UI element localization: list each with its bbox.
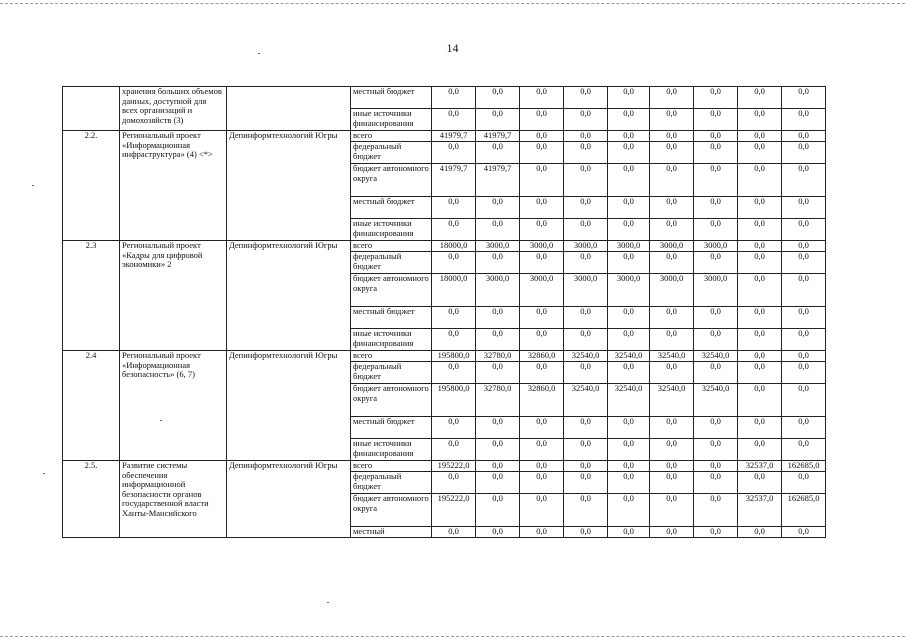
amount-cell: 32537,0	[738, 461, 782, 472]
amount-cell: 0,0	[650, 219, 694, 241]
amount-cell: 0,0	[738, 219, 782, 241]
scan-top-edge	[0, 3, 905, 4]
amount-cell: 0,0	[432, 109, 476, 131]
amount-cell: 0,0	[564, 494, 608, 527]
amount-cell: 0,0	[432, 472, 476, 494]
amount-cell: 0,0	[694, 362, 738, 384]
amount-cell: 0,0	[564, 362, 608, 384]
amount-cell: 0,0	[782, 329, 826, 351]
amount-cell: 3000,0	[564, 274, 608, 307]
amount-cell: 0,0	[782, 197, 826, 219]
item-number: 2.4	[63, 351, 120, 461]
amount-cell: 0,0	[476, 219, 520, 241]
amount-cell: 162685,0	[782, 494, 826, 527]
amount-cell: 0,0	[738, 527, 782, 538]
amount-cell: 0,0	[782, 472, 826, 494]
amount-cell: 0,0	[564, 527, 608, 538]
amount-cell: 0,0	[432, 87, 476, 109]
amount-cell: 0,0	[738, 384, 782, 417]
amount-cell: 0,0	[738, 439, 782, 461]
amount-cell: 0,0	[650, 472, 694, 494]
amount-cell: 0,0	[782, 351, 826, 362]
amount-cell: 0,0	[608, 307, 650, 329]
amount-cell: 3000,0	[520, 241, 564, 252]
amount-cell: 0,0	[520, 461, 564, 472]
amount-cell: 41979,7	[432, 131, 476, 142]
amount-cell: 0,0	[694, 197, 738, 219]
amount-cell: 0,0	[520, 142, 564, 164]
amount-cell: 0,0	[782, 109, 826, 131]
amount-cell: 41979,7	[476, 131, 520, 142]
table-row	[63, 351, 826, 362]
amount-cell: 0,0	[694, 142, 738, 164]
amount-cell: 0,0	[608, 527, 650, 538]
amount-cell: 3000,0	[564, 241, 608, 252]
amount-cell: 0,0	[520, 87, 564, 109]
amount-cell: 0,0	[520, 439, 564, 461]
amount-cell: 0,0	[650, 329, 694, 351]
amount-cell: 0,0	[608, 109, 650, 131]
amount-cell: 32540,0	[694, 351, 738, 362]
amount-cell: 162685,0	[782, 461, 826, 472]
amount-cell: 0,0	[650, 439, 694, 461]
table-row	[63, 241, 826, 252]
amount-cell: 0,0	[520, 472, 564, 494]
amount-cell: 0,0	[782, 219, 826, 241]
amount-cell: 0,0	[694, 307, 738, 329]
amount-cell: 0,0	[782, 384, 826, 417]
funding-source: бюджет автономного округа	[351, 274, 432, 307]
amount-cell: 3000,0	[694, 274, 738, 307]
amount-cell: 0,0	[738, 87, 782, 109]
amount-cell: 32540,0	[650, 384, 694, 417]
amount-cell: 0,0	[782, 362, 826, 384]
amount-cell: 0,0	[608, 197, 650, 219]
amount-cell: 0,0	[738, 142, 782, 164]
amount-cell: 0,0	[476, 472, 520, 494]
funding-source: всего	[351, 131, 432, 142]
amount-cell: 32780,0	[476, 351, 520, 362]
amount-cell: 0,0	[476, 197, 520, 219]
amount-cell: 0,0	[608, 87, 650, 109]
amount-cell: 0,0	[564, 164, 608, 197]
amount-cell: 0,0	[650, 87, 694, 109]
amount-cell: 0,0	[564, 329, 608, 351]
amount-cell: 32540,0	[564, 351, 608, 362]
amount-cell: 0,0	[738, 131, 782, 142]
amount-cell: 41979,7	[476, 164, 520, 197]
amount-cell: 0,0	[782, 164, 826, 197]
amount-cell: 0,0	[738, 164, 782, 197]
amount-cell: 0,0	[782, 142, 826, 164]
amount-cell: 32860,0	[520, 384, 564, 417]
scan-speck	[258, 53, 260, 54]
amount-cell: 32780,0	[476, 384, 520, 417]
scan-bottom-edge	[0, 636, 905, 637]
funding-source: местный бюджет	[351, 197, 432, 219]
funding-source: местный бюджет	[351, 417, 432, 439]
amount-cell: 0,0	[564, 439, 608, 461]
amount-cell: 0,0	[650, 142, 694, 164]
amount-cell: 3000,0	[694, 241, 738, 252]
amount-cell: 0,0	[694, 131, 738, 142]
amount-cell: 0,0	[608, 329, 650, 351]
table-row	[63, 131, 826, 142]
amount-cell: 0,0	[476, 527, 520, 538]
amount-cell: 0,0	[432, 219, 476, 241]
page-number: 14	[446, 41, 459, 55]
item-name: хранения больших объемов данных, доступной для всех организаций и домохозяйств (3)	[120, 87, 227, 131]
amount-cell: 0,0	[432, 527, 476, 538]
amount-cell: 0,0	[564, 472, 608, 494]
amount-cell: 195800,0	[432, 384, 476, 417]
amount-cell: 0,0	[608, 164, 650, 197]
amount-cell: 3000,0	[608, 241, 650, 252]
table-row	[63, 87, 826, 109]
amount-cell: 0,0	[520, 109, 564, 131]
amount-cell: 0,0	[782, 87, 826, 109]
amount-cell: 0,0	[650, 307, 694, 329]
amount-cell: 0,0	[564, 252, 608, 274]
amount-cell: 0,0	[608, 494, 650, 527]
amount-cell: 0,0	[476, 362, 520, 384]
amount-cell: 0,0	[476, 461, 520, 472]
amount-cell: 0,0	[432, 252, 476, 274]
item-name: Региональный проект «Кадры для цифровой экономики» 2	[120, 241, 227, 351]
amount-cell: 0,0	[782, 307, 826, 329]
item-number	[63, 87, 120, 131]
item-responsible: Депинформтехнологий Югры	[227, 351, 351, 461]
amount-cell: 0,0	[564, 307, 608, 329]
amount-cell: 0,0	[650, 164, 694, 197]
amount-cell: 0,0	[694, 252, 738, 274]
amount-cell: 0,0	[564, 417, 608, 439]
amount-cell: 0,0	[650, 461, 694, 472]
amount-cell: 32540,0	[608, 351, 650, 362]
amount-cell: 0,0	[738, 252, 782, 274]
amount-cell: 0,0	[476, 109, 520, 131]
amount-cell: 0,0	[608, 417, 650, 439]
amount-cell: 0,0	[476, 329, 520, 351]
item-name: Региональный проект «Информационная безопасность» (6, 7)	[120, 351, 227, 461]
amount-cell: 0,0	[476, 439, 520, 461]
amount-cell: 0,0	[608, 219, 650, 241]
amount-cell: 0,0	[738, 109, 782, 131]
amount-cell: 0,0	[564, 197, 608, 219]
amount-cell: 0,0	[520, 219, 564, 241]
amount-cell: 32540,0	[564, 384, 608, 417]
amount-cell: 3000,0	[520, 274, 564, 307]
funding-source: бюджет автономного округа	[351, 494, 432, 527]
amount-cell: 0,0	[608, 131, 650, 142]
amount-cell: 0,0	[432, 417, 476, 439]
funding-source: местный бюджет	[351, 307, 432, 329]
funding-source: бюджет автономного округа	[351, 164, 432, 197]
amount-cell: 0,0	[694, 164, 738, 197]
amount-cell: 0,0	[694, 439, 738, 461]
item-name: Региональный проект «Информационная инфраструктура» (4) <*>	[120, 131, 227, 241]
amount-cell: 0,0	[694, 527, 738, 538]
amount-cell: 0,0	[694, 87, 738, 109]
amount-cell: 0,0	[432, 197, 476, 219]
funding-source: иные источники финансирования	[351, 439, 432, 461]
amount-cell: 32860,0	[520, 351, 564, 362]
amount-cell: 0,0	[608, 439, 650, 461]
amount-cell: 0,0	[650, 252, 694, 274]
funding-source: всего	[351, 461, 432, 472]
amount-cell: 0,0	[520, 164, 564, 197]
funding-source: всего	[351, 351, 432, 362]
amount-cell: 0,0	[782, 252, 826, 274]
scan-speck	[32, 185, 34, 186]
amount-cell: 0,0	[738, 241, 782, 252]
amount-cell: 0,0	[564, 142, 608, 164]
funding-source: федеральный бюджет	[351, 362, 432, 384]
amount-cell: 18000,0	[432, 241, 476, 252]
amount-cell: 0,0	[476, 307, 520, 329]
amount-cell: 32540,0	[608, 384, 650, 417]
funding-source: федеральный бюджет	[351, 142, 432, 164]
budget-table	[62, 86, 826, 538]
amount-cell: 0,0	[476, 417, 520, 439]
amount-cell: 195800,0	[432, 351, 476, 362]
amount-cell: 0,0	[694, 109, 738, 131]
amount-cell: 3000,0	[476, 274, 520, 307]
scan-speck	[327, 602, 329, 603]
funding-source: местный	[351, 527, 432, 538]
amount-cell: 0,0	[564, 131, 608, 142]
amount-cell: 0,0	[782, 241, 826, 252]
amount-cell: 0,0	[650, 417, 694, 439]
amount-cell: 0,0	[738, 274, 782, 307]
amount-cell: 3000,0	[476, 241, 520, 252]
amount-cell: 0,0	[432, 362, 476, 384]
amount-cell: 0,0	[432, 329, 476, 351]
amount-cell: 0,0	[738, 197, 782, 219]
amount-cell: 0,0	[608, 252, 650, 274]
amount-cell: 0,0	[650, 494, 694, 527]
amount-cell: 0,0	[738, 362, 782, 384]
item-responsible: Депинформтехнологий Югры	[227, 241, 351, 351]
amount-cell: 0,0	[520, 527, 564, 538]
amount-cell: 0,0	[476, 252, 520, 274]
amount-cell: 0,0	[650, 197, 694, 219]
amount-cell: 0,0	[476, 494, 520, 527]
amount-cell: 0,0	[520, 131, 564, 142]
amount-cell: 18000,0	[432, 274, 476, 307]
amount-cell: 0,0	[564, 461, 608, 472]
item-name: Развитие системы обеспечения информационной безопасности органов государственной власти Ханты-Мансийского	[120, 461, 227, 538]
amount-cell: 0,0	[738, 472, 782, 494]
amount-cell: 195222,0	[432, 461, 476, 472]
amount-cell: 0,0	[782, 274, 826, 307]
amount-cell: 3000,0	[608, 274, 650, 307]
item-responsible	[227, 87, 351, 131]
amount-cell: 0,0	[738, 329, 782, 351]
item-number: 2.5.	[63, 461, 120, 538]
amount-cell: 0,0	[520, 329, 564, 351]
amount-cell: 0,0	[432, 439, 476, 461]
amount-cell: 0,0	[564, 219, 608, 241]
amount-cell: 41979,7	[432, 164, 476, 197]
amount-cell: 0,0	[694, 417, 738, 439]
amount-cell: 0,0	[520, 362, 564, 384]
amount-cell: 0,0	[782, 417, 826, 439]
amount-cell: 0,0	[694, 472, 738, 494]
amount-cell: 0,0	[782, 439, 826, 461]
funding-source: федеральный бюджет	[351, 252, 432, 274]
funding-source: иные источники финансирования	[351, 109, 432, 131]
amount-cell: 0,0	[694, 329, 738, 351]
amount-cell: 0,0	[608, 362, 650, 384]
amount-cell: 0,0	[432, 142, 476, 164]
amount-cell: 0,0	[608, 142, 650, 164]
funding-source: иные источники финансирования	[351, 219, 432, 241]
amount-cell: 32540,0	[694, 384, 738, 417]
amount-cell: 0,0	[608, 461, 650, 472]
amount-cell: 32540,0	[650, 351, 694, 362]
amount-cell: 3000,0	[650, 274, 694, 307]
funding-source: всего	[351, 241, 432, 252]
amount-cell: 0,0	[782, 527, 826, 538]
amount-cell: 32537,0	[738, 494, 782, 527]
scan-speck	[43, 473, 45, 474]
funding-source: федеральный бюджет	[351, 472, 432, 494]
amount-cell: 0,0	[520, 494, 564, 527]
amount-cell: 0,0	[650, 109, 694, 131]
amount-cell: 0,0	[564, 109, 608, 131]
amount-cell: 0,0	[650, 527, 694, 538]
amount-cell: 0,0	[694, 494, 738, 527]
amount-cell: 0,0	[432, 307, 476, 329]
amount-cell: 0,0	[650, 131, 694, 142]
amount-cell: 0,0	[476, 142, 520, 164]
item-responsible: Депинформтехнологий Югры	[227, 461, 351, 538]
amount-cell: 0,0	[520, 197, 564, 219]
item-number: 2.2.	[63, 131, 120, 241]
amount-cell: 0,0	[564, 87, 608, 109]
amount-cell: 0,0	[738, 307, 782, 329]
amount-cell: 0,0	[738, 417, 782, 439]
item-responsible: Депинформтехнологий Югры	[227, 131, 351, 241]
amount-cell: 0,0	[520, 252, 564, 274]
table-row	[63, 461, 826, 472]
funding-source: бюджет автономного округа	[351, 384, 432, 417]
amount-cell: 0,0	[520, 417, 564, 439]
funding-source: иные источники финансирования	[351, 329, 432, 351]
amount-cell: 195222,0	[432, 494, 476, 527]
amount-cell: 0,0	[608, 472, 650, 494]
amount-cell: 0,0	[694, 219, 738, 241]
amount-cell: 0,0	[738, 351, 782, 362]
item-number: 2.3	[63, 241, 120, 351]
amount-cell: 0,0	[694, 461, 738, 472]
amount-cell: 0,0	[476, 87, 520, 109]
funding-source: местный бюджет	[351, 87, 432, 109]
amount-cell: 0,0	[520, 307, 564, 329]
amount-cell: 3000,0	[650, 241, 694, 252]
amount-cell: 0,0	[650, 362, 694, 384]
amount-cell: 0,0	[782, 131, 826, 142]
